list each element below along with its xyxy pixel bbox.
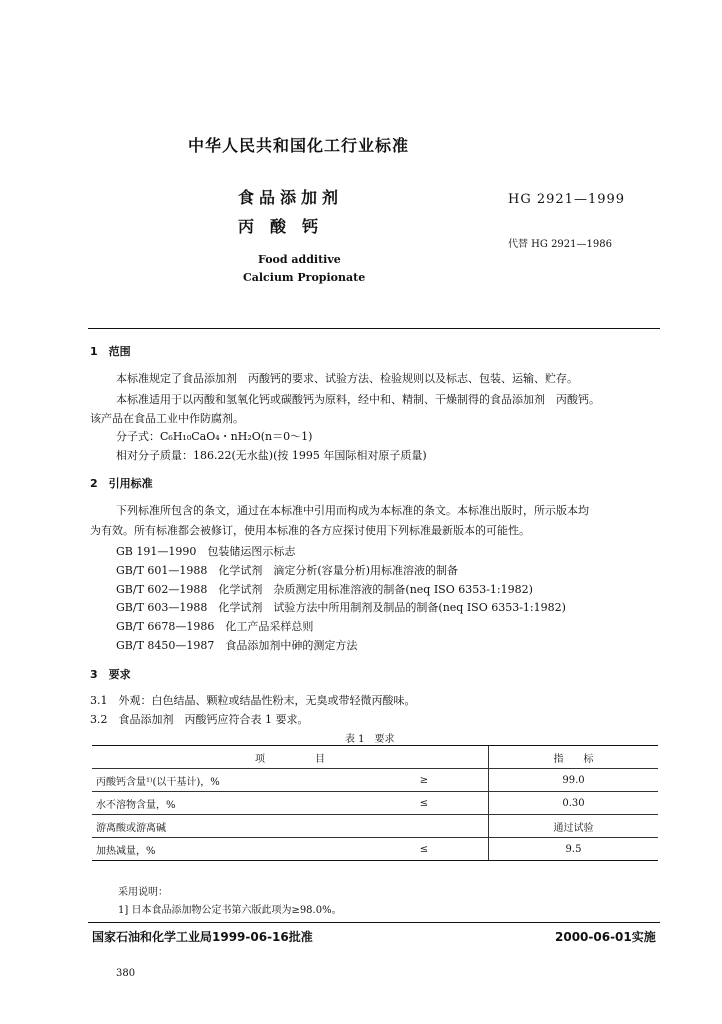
row-operator: ≤	[360, 838, 489, 861]
section1-heading: 1 范围	[90, 345, 131, 358]
footer-divider	[88, 922, 660, 923]
table-row	[92, 769, 658, 792]
molecular-formula: 分子式：C₆H₁₀CaO₄・nH₂O(n＝0～1)	[116, 430, 313, 443]
table-header-row	[92, 746, 658, 769]
header-divider	[88, 328, 660, 329]
column-header-item: 项 目	[92, 746, 489, 769]
section1-paragraph1: 本标准规定了食品添加剂 丙酸钙的要求、试验方法、检验规则以及标志、包装、运输、贮存。	[116, 372, 578, 385]
reference-standard: GB 191—1990 包装储运图示标志	[116, 545, 296, 558]
effective-date: 2000-06-01实施	[555, 930, 656, 944]
table-row	[92, 815, 658, 838]
row-value: 通过试验	[489, 815, 659, 838]
title-en-line2: Calcium Propionate	[243, 271, 366, 284]
row-operator: ≤	[360, 792, 489, 815]
requirements-table	[92, 745, 658, 861]
reference-standard: GB/T 6678—1986 化工产品采样总则	[116, 620, 314, 633]
standard-number: HG 2921—1999	[508, 192, 626, 207]
molecular-mass: 相对分子质量：186.22(无水盐)(按 1995 年国际相对原子质量)	[116, 449, 427, 462]
row-item: 游离酸或游离碱	[92, 815, 360, 838]
section2-paragraph-b: 为有效。所有标准都会被修订，使用本标准的各方应探讨使用下列标准最新版本的可能性。	[90, 524, 530, 537]
table-row	[92, 838, 658, 861]
table-caption: 表 1 要求	[345, 734, 395, 745]
reference-standard: GB/T 601—1988 化学试剂 滴定分析(容量分析)用标准溶液的制备	[116, 564, 458, 577]
requirement-3-2: 3.2 食品添加剂 丙酸钙应符合表 1 要求。	[90, 713, 309, 726]
row-value: 99.0	[489, 769, 659, 792]
column-header-value: 指 标	[489, 746, 659, 769]
section3-heading: 3 要求	[90, 668, 131, 681]
reference-standard: GB/T 8450—1987 食品添加剂中砷的测定方法	[116, 639, 358, 652]
table-row	[92, 792, 658, 815]
adoption-notes-label: 采用说明：	[118, 887, 168, 898]
title-cn-line2: 丙 酸 钙	[238, 217, 319, 236]
adoption-note: 1] 日本食品添加物公定书第六版此项为≥98.0%。	[118, 905, 342, 916]
section2-paragraph-a: 下列标准所包含的条文，通过在本标准中引用而构成为本标准的条文。本标准出版时，所示版本均	[116, 504, 589, 517]
title-en-line1: Food additive	[258, 253, 341, 266]
reference-standard: GB/T 602—1988 化学试剂 杂质测定用标准溶液的制备(neq ISO 6353-1:1982)	[116, 583, 533, 596]
section2-heading: 2 引用标准	[90, 477, 153, 490]
org-title: 中华人民共和国化工行业标准	[188, 136, 410, 155]
row-operator: ≥	[360, 769, 489, 792]
approval-line: 国家石油和化学工业局1999-06-16批准	[92, 930, 313, 944]
requirement-3-1: 3.1 外观：白色结晶、颗粒或结晶性粉末，无臭或带轻微丙酸味。	[90, 694, 416, 707]
row-value: 9.5	[489, 838, 659, 861]
replaces-note: 代替 HG 2921—1986	[508, 239, 612, 250]
row-operator	[360, 815, 489, 838]
row-item: 水不溶物含量，%	[92, 792, 360, 815]
row-item: 丙酸钙含量¹⁾(以干基计)，%	[92, 769, 360, 792]
row-item: 加热减量，%	[92, 838, 360, 861]
row-value: 0.30	[489, 792, 659, 815]
section1-paragraph2b: 该产品在食品工业中作防腐剂。	[90, 412, 244, 425]
title-cn-line1: 食品添加剂	[238, 188, 344, 207]
section1-paragraph2a: 本标准适用于以丙酸和氢氧化钙或碳酸钙为原料，经中和、精制、干燥制得的食品添加剂 丙酸钙。	[116, 393, 600, 406]
reference-standard: GB/T 603—1988 化学试剂 试验方法中所用制剂及制品的制备(neq ISO 6353-1:1982)	[116, 601, 566, 614]
page-number: 380	[116, 968, 136, 979]
